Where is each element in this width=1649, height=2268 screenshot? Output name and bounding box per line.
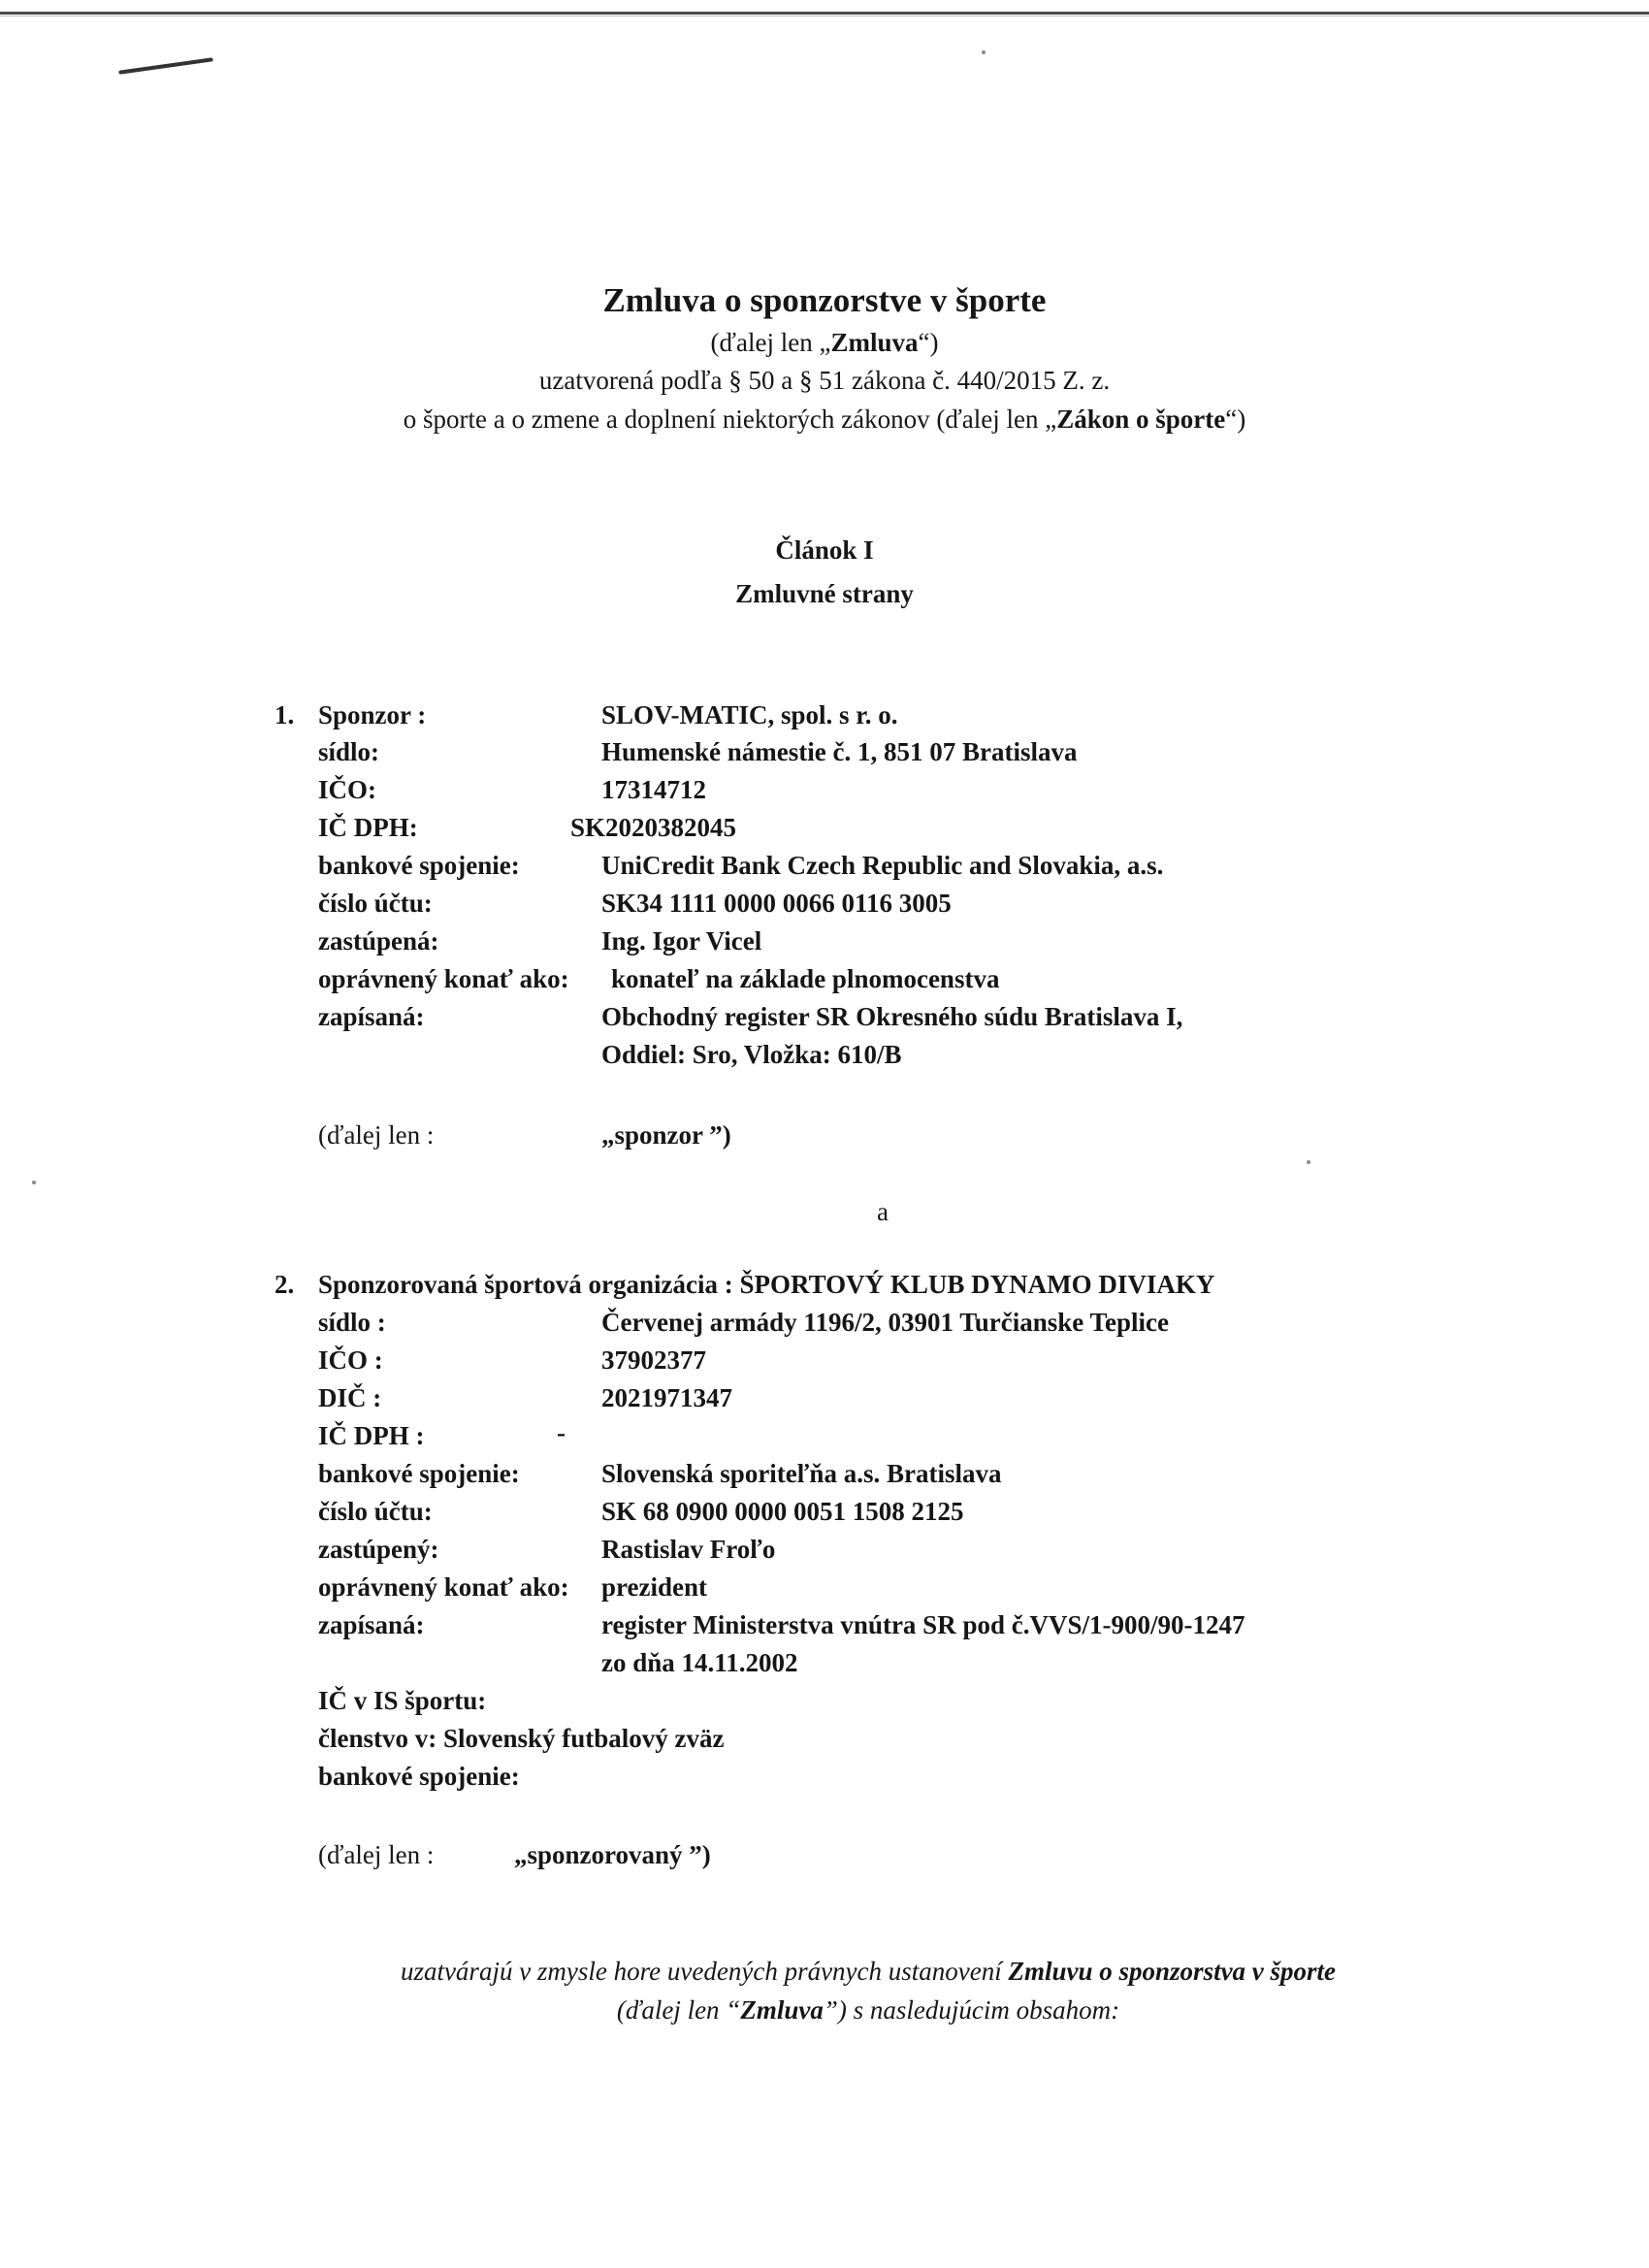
party1-label: bankové spojenie: bbox=[318, 851, 520, 880]
party1-value: konateľ na základe plnomocenstva bbox=[611, 964, 1000, 993]
party2-label: číslo účtu: bbox=[318, 1497, 433, 1526]
closing-line-1: uzatvárajú v zmysle hore uvedených právnych ustanovení Zmluvu o sponzorstva v športe bbox=[400, 1957, 1337, 1986]
article-name: Zmluvné strany bbox=[735, 579, 914, 608]
party1-value: UniCredit Bank Czech Republic and Slovakia, a.s. bbox=[601, 851, 1164, 880]
party2-value: 37902377 bbox=[601, 1345, 706, 1375]
party2-label: bankové spojenie: bbox=[318, 1762, 520, 1791]
party1-label: zastúpená: bbox=[318, 926, 439, 956]
party1-number: 1. bbox=[275, 700, 295, 729]
party1-alias-label: (ďalej len : bbox=[318, 1120, 435, 1150]
party2-value: zo dňa 14.11.2002 bbox=[601, 1648, 798, 1677]
party1-label: oprávnený konať ako: bbox=[318, 964, 569, 993]
party1-label: zapísaná: bbox=[318, 1002, 425, 1031]
scan-edge-line bbox=[0, 12, 1649, 15]
party2-label: IČ v IS športu: bbox=[318, 1686, 487, 1715]
subtitle-line-1: (ďalej len „Zmluva“) bbox=[710, 328, 939, 357]
pen-stroke-mark bbox=[118, 57, 213, 75]
party2-label: zapísaná: bbox=[318, 1610, 425, 1639]
scan-speck bbox=[1307, 1160, 1310, 1164]
party2-label: IČ DPH : bbox=[318, 1421, 425, 1450]
party1-label: IČO: bbox=[318, 775, 376, 804]
subtitle-line-2: uzatvorená podľa § 50 a § 51 zákona č. 440/2015 Z. z. bbox=[538, 366, 1111, 395]
party2-label: zastúpený: bbox=[318, 1535, 439, 1564]
party2-alias-value: „sponzorovaný ”) bbox=[514, 1840, 711, 1869]
party1-label: sídlo: bbox=[318, 737, 380, 766]
party1-value: SK2020382045 bbox=[570, 813, 737, 842]
party2-label: bankové spojenie: bbox=[318, 1459, 520, 1488]
closing-line-2: (ďalej len “Zmluva”) s nasledujúcim obsahom: bbox=[616, 1995, 1120, 2025]
party2-label: DIČ : bbox=[318, 1383, 382, 1412]
party2-value: - bbox=[557, 1418, 566, 1447]
party2-alias-label: (ďalej len : bbox=[318, 1840, 435, 1869]
scan-speck bbox=[982, 50, 986, 54]
party2-label: sídlo : bbox=[318, 1308, 386, 1337]
party1-alias-value: „sponzor ”) bbox=[601, 1120, 731, 1150]
party2-label: oprávnený konať ako: bbox=[318, 1572, 569, 1602]
party1-value: Humenské námestie č. 1, 851 07 Bratislava bbox=[601, 737, 1078, 766]
party1-label: Sponzor : bbox=[318, 700, 427, 729]
party2-value: Červenej armády 1196/2, 03901 Turčianske Teplice bbox=[601, 1308, 1170, 1337]
party1-value: 17314712 bbox=[601, 775, 706, 804]
party1-value: SK34 1111 0000 0066 0116 3005 bbox=[601, 889, 952, 918]
party2-label: IČO : bbox=[318, 1345, 383, 1375]
party2-value: SK 68 0900 0000 0051 1508 2125 bbox=[601, 1497, 964, 1526]
party1-value: SLOV-MATIC, spol. s r. o. bbox=[601, 700, 898, 729]
party2-value: Slovenská sporiteľňa a.s. Bratislava bbox=[601, 1459, 1002, 1488]
party2-value: Rastislav Froľo bbox=[601, 1535, 776, 1564]
article-number: Článok I bbox=[775, 535, 874, 565]
party1-value: Obchodný register SR Okresného súdu Bratislava I, bbox=[601, 1002, 1183, 1031]
party1-value: Oddiel: Sro, Vložka: 610/B bbox=[601, 1040, 902, 1069]
document-title: Zmluva o sponzorstve v športe bbox=[602, 281, 1047, 319]
party2-value: 2021971347 bbox=[601, 1383, 732, 1412]
conjunction: a bbox=[877, 1197, 889, 1226]
party2-value: prezident bbox=[601, 1572, 707, 1602]
party1-value: Ing. Igor Vicel bbox=[601, 926, 762, 956]
subtitle-line-3: o športe a o zmene a doplnení niektorých zákonov (ďalej len „Zákon o športe“) bbox=[403, 405, 1246, 434]
party2-label: členstvo v: Slovenský futbalový zväz bbox=[318, 1724, 725, 1753]
party1-label: číslo účtu: bbox=[318, 889, 433, 918]
party1-label: IČ DPH: bbox=[318, 813, 418, 842]
party2-heading: Sponzorovaná športová organizácia : ŠPORTOVÝ KLUB DYNAMO DIVIAKY bbox=[318, 1270, 1215, 1299]
scan-speck bbox=[32, 1181, 36, 1184]
party2-number: 2. bbox=[275, 1270, 295, 1299]
party2-value: register Ministerstva vnútra SR pod č.VVS/1-900/90-1247 bbox=[601, 1610, 1245, 1639]
